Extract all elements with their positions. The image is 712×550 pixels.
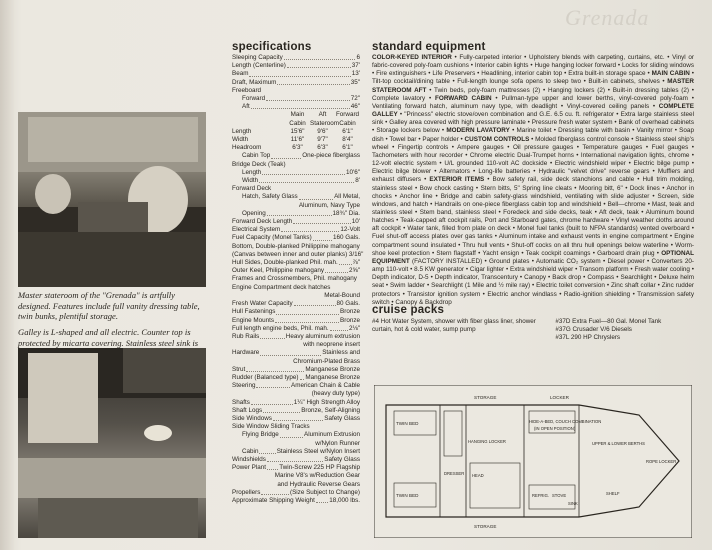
plan-label: HANGING LOCKER [468,439,506,444]
spec-row: Power Plant Twin-Screw 225 HP Flagship [232,464,360,472]
spec-row: Rub Rails Heavy aluminum extrusion [232,332,360,340]
galley-photo [18,348,206,538]
cabin-row: Length 15'6" 9'6" 6'1" [232,127,353,135]
spec-row: Hull Sides, Double-planked Phil. mah. ⅞" [232,259,360,267]
standard-equipment-heading: standard equipment [372,41,486,53]
spec-continuation: Marine V8's w/Reduction Gear [274,472,360,480]
specifications-list [232,54,364,505]
cabin-header: Cabin Stateroom Cabin [289,119,356,127]
spec-row: Aft 46" [242,103,360,111]
plan-label: STORAGE [474,524,497,529]
spec-row: Fuel Capacity (Monel Tanks) 160 Gals. [232,234,360,242]
spec-row: Steering American Chain & Cable [232,382,360,390]
spec-row: Fresh Water Capacity 80 Gals. [232,300,360,308]
spec-row: Shafts 1¼" High Strength Alloy [232,398,360,406]
spec-row: Length 10'6" [242,168,360,176]
stateroom-photo-illustration [18,112,206,287]
spec-row: Sleeping Capacity 6 [232,54,360,61]
spec-row: Frames and Crossmembers, Phil. mahogany [232,275,357,283]
spec-row: Length (Centerline) 37' [232,62,360,70]
plan-label: STOVE [552,493,567,498]
spec-row: Cabin Stainless Steel w/Nylon Insert [242,447,360,455]
cabin-row: Headroom 6'3" 6'3" 6'1" [232,144,353,152]
plan-label: (IN OPEN POSITION) [534,426,576,431]
cruise-pack-options [550,318,694,343]
cruise-packs-list [372,318,694,343]
spec-row: Draft, Maximum 35" [232,78,360,86]
plan-label: TWIN BED [396,493,419,498]
cruise-packs-heading: cruise packs [372,304,445,316]
spec-row: Cabin Top One-piece fiberglass [242,152,360,160]
spec-row: Engine Compartment deck hatches [232,283,331,291]
galley-photo-illustration [18,348,206,538]
specifications-heading: specifications [232,41,312,53]
spec-row: Side Window Sliding Tracks [232,423,310,431]
cruise-pack-37d: #37D Extra Fuel—80 Gal. Monel Tank [555,318,662,325]
spec-row: Engine Mounts Bronze [232,316,360,324]
plan-label: REFRIG. [532,493,549,498]
spec-continuation: (heavy duty type) [311,390,360,398]
plan-label: HIDE-A-BED, COUCH COMBINATION [529,419,602,424]
plan-label: TWIN BED [396,421,419,426]
spec-row: Hardware Stainless and [232,349,360,357]
stateroom-caption: Master stateroom of the "Grenada" is artfully designed. Features include full vanity dressing table, twin bunks, plentiful storage. [18,290,200,322]
spec-continuation: Chromium-Plated Brass [293,357,360,365]
spec-row: Width 8' [242,177,360,185]
spec-row: Beam 13' [232,70,360,78]
spec-row: Side Windows Safety Glass [232,414,360,422]
plan-label: SHELF [606,491,620,496]
spec-row: Freeboard [232,86,262,94]
page-fold-edge [0,0,14,550]
master-stateroom-photo [18,112,206,287]
spec-row: Propellers (Size Subject to Change) [232,488,360,496]
spec-row: Outer Keel, Philippine mahogany 2⅝" [232,267,360,275]
spec-row: Shaft Logs Bronze, Self-Aligning [232,406,360,414]
plan-label: STORAGE [474,395,497,400]
spec-continuation: with neoprene insert [303,341,360,349]
spec-row: Rudder (Balanced type) Manganese Bronze [232,373,360,381]
galley-caption: Galley is L-shaped and all electric. Counter top is protected by micarta covering. Stainless steel sink is [18,327,199,348]
spec-row: Electrical System 12-Volt [232,226,360,234]
spec-row: Bridge Deck (Teak) [232,160,286,168]
spec-row: Bottom, Double-planked Philippine mahogany [232,242,360,250]
spec-row: Forward 72" [242,95,360,103]
plan-label: HEAD [472,473,484,478]
plan-label: DRESSER [444,471,465,476]
spec-row: Windshields Safety Glass [232,455,360,463]
spec-continuation: Metal-Bound [324,291,360,299]
spec-continuation: w/Nylon Runner [315,439,360,447]
plan-label: SINK [568,501,578,506]
spec-row: Forward Deck Length 10' [232,218,360,226]
plan-label: LOCKER [550,395,569,400]
cabin-row: Width 11'6" 9'7" 8'4" [232,136,353,144]
cruise-pack-4: #4 Hot Water System, shower with fiber glass liner, shower curtain, hot & cold water, sump pump [372,318,536,334]
cruise-pack-37g: #37G Crusader V/6 Diesels [555,326,632,334]
grenada-watermark: Grenada [565,5,650,30]
cabin-header: Main Aft Forward [290,111,360,119]
spec-row: Hatch, Safety Glass All Metal, [242,193,360,201]
plan-label: ROPE LOCKER [646,459,677,464]
spec-continuation: (Canvas between inner and outer planks) 3/16" [232,250,364,258]
spec-row: Hull Fastenings Bronze [232,308,360,316]
plan-label: UPPER & LOWER BERTHS [592,441,645,446]
spec-row: Flying Bridge Aluminum Extrusion [242,431,360,439]
standard-equipment-text: COLOR-KEYED INTERIOR • Fully-carpeted interior • Upholstery blends with carpeting, curtains, etc. • Vinyl or fabric-covered poly-foam cushions • Interior cabin lights • Huge hanging locker forward • Locks for sliding windows • Fire extinguishers • Life Preservers • Headlining, interior cabin top • Extra built-in storage space • MAIN CABIN • Tilt-top cocktail/dining table • Full-length lounge sofa opens to sleep two • Built-in cabinets, shelves • MASTER STATEROOM AFT • Twin beds, poly-foam mattresses (2) • Hanging lockers (2) • Built-in dressing tables (2) • Complete lavatory • FORWARD CABIN • Pullman-type upper and lower berths, vinyl-covered poly-foam • Ventilating forward hatch, aluminum navy type, with deadlight • Vinyl-covered ceiling panels • COMPLETE GALLEY • "Princess" electric stove/oven combination and G.E. 6.5 cu. ft. refrigerator • Extra large stainless steel sink • Galley area covered with high pressure laminate • Pressure fresh water system • Bank of overhead cabinets • Storage lockers below • MODERN LAVATORY • Marine toilet • Dressing table with basin • Vanity mirror • Soap dish • Towel bar • Paper holder • CUSTOM CONTROLS • Molded fiberglass control console • Stainless steel ship's wheel • Fingertip controls • Ampere gauges • Oil pressure gauges • Temperature gauges • Fuel gauges • Tachometers with hour recorder • Chrome electric Dual-Trumpet horns • International navigation lights, chrome • 12-volt electric system • U/L grounded 110-volt AC dockside • Electric windshield wiper • Electric bilge pump • Electric bilge blower • Alternators • Long-life batteries • Hydraulic "velvet drive" reverse gears • Mufflers and exhaust diffusers • EXTERIOR ITEMS • Bow safety rail, side deck stanchions and cable • Hull trim molding, stainless steel • Bow chock casting • Stern bitts, 5" Spring line cleats • Mooring bitt, 6" • Dock lines • Anchor in chocks • Anchor line • Bridge and cabin safety-glass windshield, ventilating with slide adjuster • Screen, side windows, and hatch • Handrails on one-piece fiberglass cabin top and windshield • Bell—chrome • Mast, teak and stainless steel • Stem band, stainless steel • Foredeck and side decks, teak • Aft deck, teak • Aluminum bound hatches • Teak-capped aft cockpit rails, Port and Starboard gates, chrome hardware • Vinyl weather cloths around aft cockpit • Water tank, filled from plate on deck • Monel fuel tanks (built to NFPA standards) vented overboard • Fuel shut-off access plates over gas tanks • Aluminum intake and exhaust vents in engine compartment • Engine compartment sound insulated • Thru hull vents • Shut-off cocks on all thru hull openings below waterline • Worm-shoe keel protection • Stern flagstaff • Yacht ensign • Teak cockpit coamings • Garboard drain plug • OPTIONAL EQUIPMENT (FACTORY INSTALLED) • Ground plates • Automatic CO₂ system • Diesel power • Converters 20-amp 110-volt • 8.5 KW generator • Cigar lighter • Extra windshield wiper • Transom platform • Fresh water cooling • Depth indicator, D-5 • Depth indicator, Transcentury • Canopy • Back drop • Compass • Searchlight • Deluxe helm seat • Swim ladder • Searchlight (1 Mile and ½ mile ray) • Electric toilet conversion • Zinc shaft collar • Zinc rudder protectors • Transistor ignition system • Electric anchor windlass • Radio-ignition shielding • Transmission safety switch • Canopy & Backdrop [372,54,695,306]
spec-row: Strut Manganese Bronze [232,365,360,373]
spec-continuation: Aluminum, Navy Type [298,201,360,209]
spec-row: Opening 18¾" Dia. [242,209,360,217]
spec-row: Approximate Shipping Weight 18,000 lbs. [232,496,360,504]
cruise-pack-37l: #37L 290 HP Chryslers [555,334,621,342]
spec-row: Full length engine beds, Phil. mah. 2⅛" [232,324,360,332]
spec-row: Forward Deck [232,185,272,193]
spec-continuation: and Hydraulic Reverse Gears [277,480,360,488]
deck-plan-diagram [374,385,692,538]
